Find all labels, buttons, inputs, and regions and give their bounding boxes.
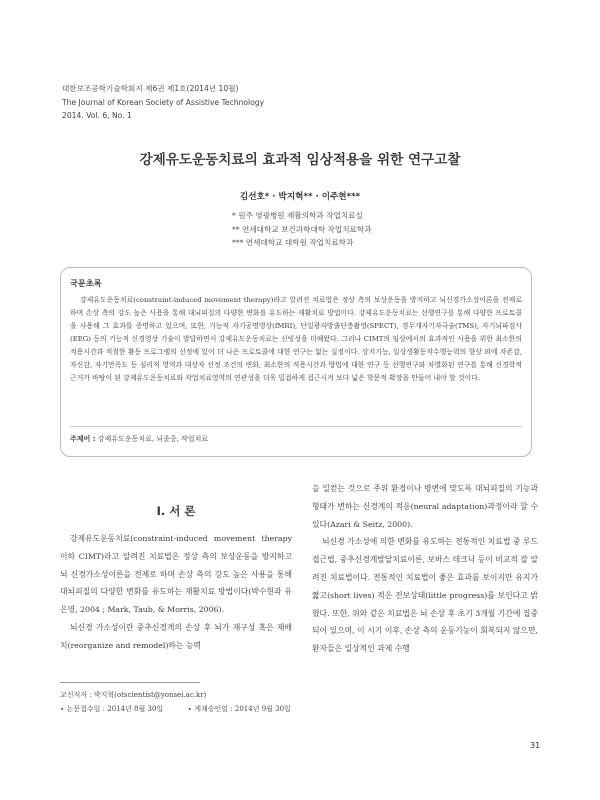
received-label: ∙ 논문접수일 : <box>60 705 106 713</box>
journal-volume: 2014. Vol. 6, No. 1 <box>62 111 132 120</box>
accepted-date: 2014년 9월 30일 <box>234 705 291 713</box>
right-paragraph-2: 뇌신경 가소성에 의한 변화를 유도하는 전통적인 치료법 중 루드 접근법, 중추신경계발달치료이론, 보바스 테크닉 등이 비교적 잘 알려진 치료법이다. 전통적인 치료법이 좋은 효과를 보이지만 유지가 짧고(short lives) 적은 진보상태(little progress)를 보인다고 밝혔다. 또한, 위와 같은 치료법은 뇌 손상 후 초기 3개월 기간에 집중되어 있으며, 이 시기 이후, 손상 측의 운동기능이 회복되지 않으면, 환자들은 일상적인 과제 수행 <box>312 537 538 654</box>
dates-line <box>60 702 291 716</box>
left-paragraph-1: 강제유도운동치료(constraint-induced movement therapy 이하 CIMT)라고 알려진 치료법은 정상 측의 보상운동을 방지하고 뇌 신경가소성이론을 전제로 하며 손상 측의 강도 높은 사용을 통해 대뇌피질의 다양한 변화를 유도하는 재활치료 방법이다(박수현과 유은영, 2004 ; Mark, Taub, & Morris, 2006). <box>60 534 292 615</box>
left-paragraph-2: 뇌신경 가소성이란 중추신경계의 손상 후 뇌가 재구성 혹은 재배치(reorganize and remodel)하는 능력 <box>60 622 292 650</box>
affiliation-list <box>232 209 372 250</box>
affiliation-1: * 원주 영광병원 재활의학과 작업치료실 <box>232 211 363 220</box>
abstract-text <box>70 294 522 385</box>
footnote <box>60 688 291 716</box>
left-column <box>60 530 292 655</box>
author-list: 김선호* · 박지혁** · 이주현*** <box>239 192 361 202</box>
keywords-line <box>70 434 208 444</box>
affiliation-3: *** 연세대학교 대학원 작업치료학과 <box>232 238 354 247</box>
paper-title: 강제유도운동치료의 효과적 임상적용을 위한 연구고찰 <box>139 152 461 168</box>
journal-info <box>62 82 264 123</box>
journal-english-title: The Journal of Korean Society of Assistive Technology <box>62 97 265 107</box>
received-date: 2014년 8월 30일 <box>107 705 164 713</box>
abstract-heading: 국문초록 <box>70 278 102 288</box>
accepted-label: ∙ 게재승인일 : <box>187 705 233 713</box>
affiliation-2: ** 연세대학교 보건과학대학 작업치료학과 <box>232 224 372 234</box>
keywords-values: 강제유도운동치료, 뇌졸중, 작업치료 <box>97 435 209 443</box>
corresponding-author: 박지혁(otscientist@yonsei.ac.kr) <box>93 691 207 699</box>
abstract-box <box>60 267 532 457</box>
footnote-rule <box>60 682 200 683</box>
journal-korean-title: 대한보조공학기술학회지 제6권 제1호(2014년 10월) <box>62 84 239 93</box>
right-column <box>312 480 538 658</box>
abstract-divider <box>70 426 522 427</box>
right-paragraph-1: 을 일컫는 것으로 주위 환경이나 병변에 맞도록 대뇌피질의 기능과 형태가 변하는 신경계의 적응(neural adaptation)과정이라 할 수 있다(Azari & Seitz, 2000). <box>312 484 538 529</box>
corresponding-author-line <box>60 688 291 702</box>
keywords-label: 주제어 : <box>70 435 96 443</box>
section-heading: I. 서 론 <box>156 504 196 518</box>
corresponding-label: 교신저자 : <box>60 691 92 699</box>
abstract-body: 강제유도운동치료(constraint-induced movement therapy)라고 알려진 치료법은 정상 측의 보상운동을 방지하고 뇌신경가소성이론을 전제로 하며 손상 측의 강도 높은 사용을 통해 대뇌피질의 다양한 변화를 유도하는 재활치료 방법이다. 강제유도운동치료는 선행연구를 통해 다양한 프로토콜을 사용해 그 효과를 증명하고 있으며, 또한, 기능적 자기공명영상(fMRI), 단일광자방출단층촬영(SPECT), 경두개자기자극술(TMS), 자기뇌파검사(EEG) 등의 기능적 신경영상 기술이 발달하면서 강제유도운동치료는 신빙성을 더해왔다. 그러나 CIMT의 임상에서의 효과적인 사용을 위한 최소한의 적용시간과 적절한 활동 프로그램의 선정에 있어 더 나은 프로토콜에 대한 연구는 없는 실정이다. 상지기능, 일상생활동작수행능력의 향상 외에 자존감, 자신감, 자기만족도 등 심리적 영역과 대상자 선정 조건의 변화, 최소한의 적용시간과 방법에 대한 연구 등 선행연구와 차별화된 연구를 통해 신경학적 근거가 바탕이 된 강제유도운동치료와 작업치료영역의 연관성을 더욱 밀접하게 접근시켜 보다 넓은 학문적 확장을 만들어 내야 할 것이다. <box>70 296 522 383</box>
page-number: 31 <box>530 741 541 750</box>
